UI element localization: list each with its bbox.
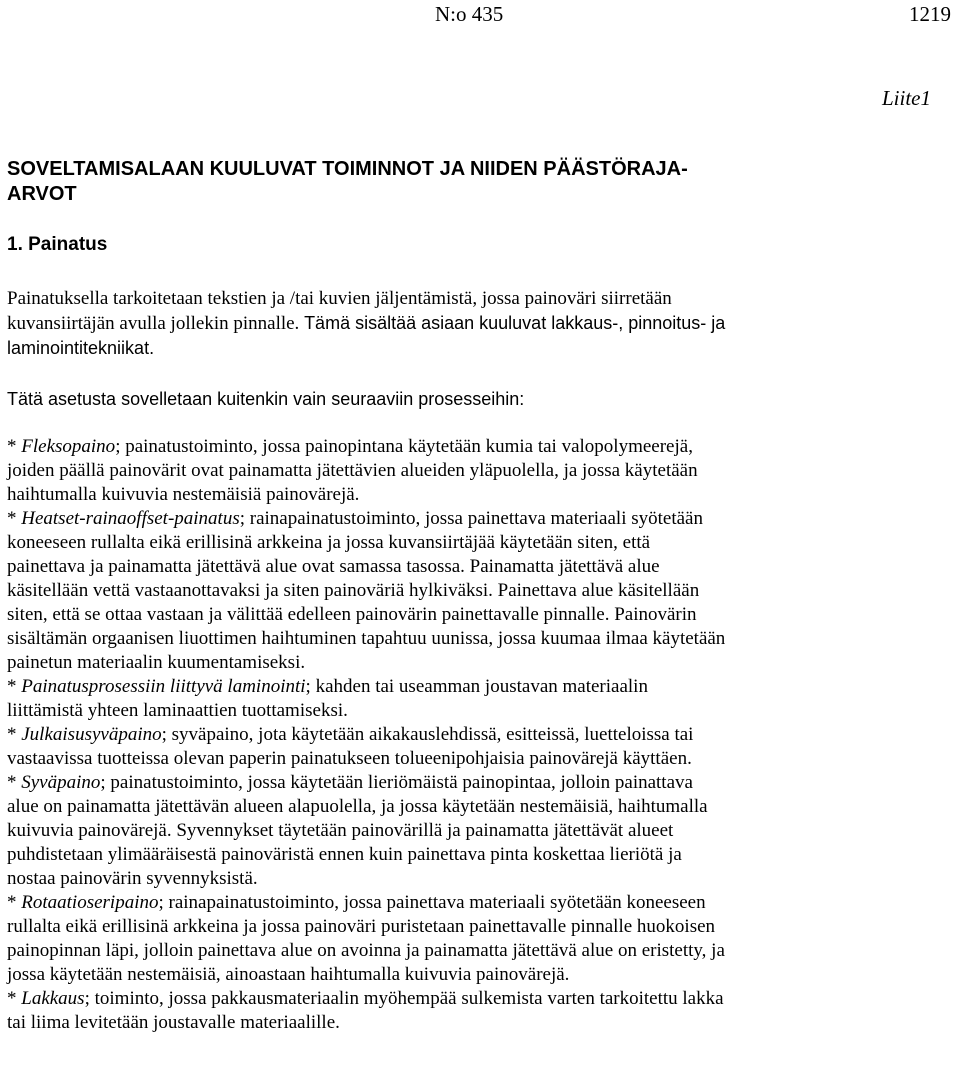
bullet-marker: * xyxy=(7,436,22,457)
term-julkaisusyvapaino: Julkaisusyväpaino xyxy=(21,724,162,745)
definition-heatset-line-1 xyxy=(7,507,957,531)
definition-text: ; toiminto, jossa pakkausmateriaalin myöhempää sulkemista varten tarkoitettu lakka xyxy=(84,988,724,1009)
intro-line-2 xyxy=(7,311,957,336)
definition-text: ; rainapainatustoiminto, jossa painettava materiaali syötetään koneeseen xyxy=(158,892,706,913)
bullet-marker: * xyxy=(7,988,22,1009)
page-header xyxy=(7,0,953,30)
term-laminointi: Painatusprosessiin liittyvä laminointi xyxy=(21,676,306,697)
definition-syvapaino-line-1 xyxy=(7,771,957,795)
intro-line-1: Painatuksella tarkoitetaan tekstien ja /tai kuvien jäljentämistä, jossa painoväri siirretään xyxy=(7,288,672,309)
definition-lakkaus-line-1 xyxy=(7,987,957,1011)
definition-rotaatioseripaino-line-3: painopinnan läpi, jolloin painettava alue on avoinna ja painamatta jätettävä alue on eristetty, ja xyxy=(7,940,725,961)
definition-fleksopaino-line-2: joiden päällä painovärit ovat painamatta jätettävien alueiden yläpuolella, ja jossa käytetään xyxy=(7,460,698,481)
definition-heatset-line-6: sisältämän orgaanisen liuottimen haihtuminen tapahtuu uunissa, jossa kuumaa ilmaa käytetään xyxy=(7,628,726,649)
definition-rotaatioseripaino-line-2: rullalta eikä erillisinä arkkeina ja jossa painoväri puristetaan painettavalle pinnalle huokoisen xyxy=(7,916,716,937)
definitions-list xyxy=(7,435,957,1035)
definition-laminointi-line-1 xyxy=(7,675,957,699)
bullet-marker: * xyxy=(7,676,22,697)
definition-syvapaino-line-5: nostaa painovärin syvennyksistä. xyxy=(7,868,258,889)
definition-heatset-line-3: painettava ja painamatta jätettävä alue ovat samassa tasossa. Painamatta jätettävä alue xyxy=(7,556,660,577)
definition-syvapaino-line-4: puhdistetaan ylimääräisestä painoväristä ennen kuin painettava pinta koskettaa lieriötä ja xyxy=(7,844,682,865)
bullet-marker: * xyxy=(7,892,22,913)
term-syvapaino: Syväpaino xyxy=(21,772,101,793)
page-number: 1219 xyxy=(909,2,951,26)
intro-line-3: laminointitekniikat. xyxy=(7,338,155,358)
definition-fleksopaino-line-3: haihtumalla kuivuvia nestemäisiä painovärejä. xyxy=(7,484,360,505)
scope-paragraph: Tätä asetusta sovelletaan kuitenkin vain seuraaviin prosesseihin: xyxy=(7,389,525,409)
definition-julkaisusyvapaino-line-1 xyxy=(7,723,957,747)
definition-text: ; painatustoiminto, jossa painopintana käytetään kumia tai valopolymeerejä, xyxy=(115,436,693,457)
term-fleksopaino: Fleksopaino xyxy=(21,436,116,457)
definition-syvapaino-line-2: alue on painamatta jätettävän alueen alapuolella, ja jossa käytetään nestemäisiä, haihtumalla xyxy=(7,796,708,817)
definition-julkaisusyvapaino-line-2: vastaavissa tuotteissa olevan paperin painatukseen tolueenipohjaisia painovärejä käyttäen. xyxy=(7,748,692,769)
definition-lakkaus-line-2: tai liima levitetään joustavalle materiaalille. xyxy=(7,1012,340,1033)
intro-line-2a: kuvansiirtäjän avulla jollekin pinnalle. xyxy=(7,313,305,334)
definition-laminointi-line-2: liittämistä yhteen laminaattien tuottamiseksi. xyxy=(7,700,348,721)
definition-text: ; kahden tai useamman joustavan materiaalin xyxy=(305,676,648,697)
attachment-label: Liite1 xyxy=(881,86,931,110)
definition-text: ; rainapainatustoiminto, jossa painettava materiaali syötetään xyxy=(239,508,703,529)
section-heading: 1. Painatus xyxy=(7,234,108,255)
intro-line-2b: Tämä sisältää asiaan kuuluvat lakkaus-, pinnoitus- ja xyxy=(304,313,726,333)
document-title xyxy=(7,157,953,207)
bullet-marker: * xyxy=(7,508,22,529)
term-lakkaus: Lakkaus xyxy=(21,988,85,1009)
bullet-marker: * xyxy=(7,772,22,793)
definition-rotaatioseripaino-line-1 xyxy=(7,891,957,915)
definition-syvapaino-line-3: kuivuvia painovärejä. Syvennykset täytetään painovärillä ja painamatta jätettävät alueet xyxy=(7,820,674,841)
definition-text: ; painatustoiminto, jossa käytetään lieriömäistä painopintaa, jolloin painattava xyxy=(100,772,693,793)
definition-heatset-line-5: siten, että se ottaa vastaan ja välittää edelleen painovärin painettavalle pinnalle. Painovärin xyxy=(7,604,697,625)
definition-fleksopaino-line-1 xyxy=(7,435,957,459)
title-line-1: SOVELTAMISALAAN KUULUVAT TOIMINNOT JA NIIDEN PÄÄSTÖRAJA- xyxy=(7,158,688,180)
document-number: N:o 435 xyxy=(435,2,504,26)
intro-paragraph xyxy=(7,287,957,360)
definition-text: ; syväpaino, jota käytetään aikakauslehdissä, esitteissä, luetteloissa tai xyxy=(161,724,694,745)
term-heatset: Heatset-rainaoffset-painatus xyxy=(21,508,240,529)
definition-heatset-line-2: koneeseen rullalta eikä erillisinä arkkeina ja jossa kuvansiirtäjää käytetään siten, että xyxy=(7,532,651,553)
bullet-marker: * xyxy=(7,724,22,745)
term-rotaatioseripaino: Rotaatioseripaino xyxy=(21,892,159,913)
title-line-2: ARVOT xyxy=(7,183,77,205)
definition-heatset-line-7: painetun materiaalin kuumentamiseksi. xyxy=(7,652,306,673)
definition-rotaatioseripaino-line-4: jossa käytetään nestemäisiä, ainoastaan haihtumalla kuivuvia painovärejä. xyxy=(7,964,570,985)
definition-heatset-line-4: käsitellään vettä vastaanottavaksi ja siten painoväriä hylkiväksi. Painettava alue käsitellään xyxy=(7,580,700,601)
